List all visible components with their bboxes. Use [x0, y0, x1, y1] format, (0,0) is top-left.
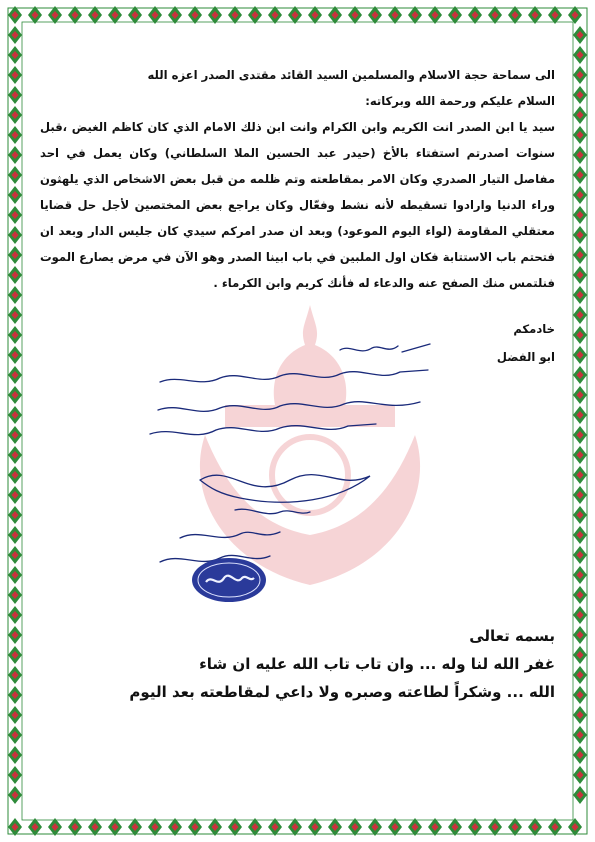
border-motif — [68, 6, 82, 24]
border-motif — [8, 446, 22, 464]
border-motif — [488, 818, 502, 836]
border-motif — [573, 666, 587, 684]
border-motif — [573, 526, 587, 544]
border-motif — [573, 306, 587, 324]
border-motif — [8, 586, 22, 604]
border-motif — [573, 686, 587, 704]
border-motif — [573, 706, 587, 724]
border-motif — [528, 6, 542, 24]
border-motif — [573, 386, 587, 404]
border-motif — [8, 666, 22, 684]
border-motif — [348, 6, 362, 24]
border-motif — [573, 566, 587, 584]
border-motif — [8, 26, 22, 44]
border-motif — [268, 818, 282, 836]
border-motif — [188, 6, 202, 24]
reply-line-1: غفر الله لنا وله ... وان تاب تاب الله عليه ان شاء — [199, 655, 555, 673]
border-motif — [573, 166, 587, 184]
border-motif — [128, 6, 142, 24]
border-motif — [288, 818, 302, 836]
border-motif — [573, 766, 587, 784]
border-motif — [8, 386, 22, 404]
border-motif — [368, 818, 382, 836]
border-motif — [8, 366, 22, 384]
border-motif — [168, 818, 182, 836]
border-motif — [348, 818, 362, 836]
border-motif — [188, 818, 202, 836]
border-motif — [248, 6, 262, 24]
reply-heading: بسمه تعالى — [469, 627, 555, 645]
letter-salutation: الى سماحة حجة الاسلام والمسلمين السيد القائد مقتدى الصدر اعزه الله — [147, 68, 555, 82]
border-motif — [8, 286, 22, 304]
border-motif — [8, 246, 22, 264]
border-motif — [88, 6, 102, 24]
border-motif — [208, 6, 222, 24]
border-motif — [573, 86, 587, 104]
border-motif — [8, 146, 22, 164]
border-motif — [8, 486, 22, 504]
border-motif — [168, 6, 182, 24]
border-motif — [573, 586, 587, 604]
border-motif — [228, 818, 242, 836]
border-motif — [328, 6, 342, 24]
border-motif — [208, 818, 222, 836]
letter-paragraph: سيد يا ابن الصدر انت الكريم وابن الكرام وانت ابن ذلك الامام الذي كان كاظم الغيض ،قبل سنوات اصدرتم استفتاء بالأخ (حيدر عبد الحسين الملا السلطاني) وكان يعمل في احد مفاصل التيار الصدري وكان الامر بمقاطعته وتم ظلمه من قبل بعض الاشخاص الذي يلهثون وراء الدنيا وارادوا تسقيطه لأنه نشط وفعّال وكان يراجع بعض المختصين لأجل حل قضايا معتقلي المقاومة (لواء اليوم الموعود) وبعد ان صدر امركم سيدي كان جليس الدار وبعد ان فتحتم باب الاستتابة فكان اول الملبين في باب ابينا الصدر وهو الآن في مرض يصارع الموت فنلتمس منك الصفح عنه والدعاء له فأنك كريم وابن الكرماء . — [40, 120, 555, 290]
letter-greeting: السلام عليكم ورحمة الله وبركاته: — [365, 94, 555, 108]
border-motif — [8, 466, 22, 484]
border-motif — [573, 266, 587, 284]
border-motif — [8, 306, 22, 324]
border-motif — [328, 818, 342, 836]
border-motif — [448, 6, 462, 24]
reply-transcription — [40, 622, 555, 706]
border-motif — [573, 146, 587, 164]
border-motif — [573, 786, 587, 804]
border-motif — [428, 818, 442, 836]
border-motif — [573, 106, 587, 124]
border-motif — [68, 818, 82, 836]
border-motif — [8, 6, 22, 24]
border-motif — [8, 166, 22, 184]
border-motif — [288, 6, 302, 24]
border-motif — [8, 726, 22, 744]
border-motif — [8, 406, 22, 424]
border-motif — [573, 26, 587, 44]
handwritten-reply — [140, 330, 440, 610]
border-motif — [8, 606, 22, 624]
border-motif — [573, 226, 587, 244]
border-motif — [573, 326, 587, 344]
seal-stamp — [190, 556, 268, 604]
border-motif — [8, 46, 22, 64]
border-motif — [8, 706, 22, 724]
border-motif — [573, 426, 587, 444]
border-motif — [88, 818, 102, 836]
border-motif — [8, 326, 22, 344]
border-motif — [8, 818, 22, 836]
border-motif — [148, 818, 162, 836]
border-motif — [573, 366, 587, 384]
border-motif — [28, 6, 42, 24]
border-motif — [8, 506, 22, 524]
letter-body — [40, 62, 555, 296]
border-motif — [468, 6, 482, 24]
border-motif — [408, 818, 422, 836]
border-motif — [128, 818, 142, 836]
border-motif — [548, 818, 562, 836]
border-motif — [8, 66, 22, 84]
border-motif — [568, 818, 582, 836]
border-motif — [573, 246, 587, 264]
border-motif — [428, 6, 442, 24]
border-motif — [8, 746, 22, 764]
border-motif — [8, 566, 22, 584]
border-motif — [573, 186, 587, 204]
border-motif — [8, 106, 22, 124]
border-motif — [308, 818, 322, 836]
border-motif — [573, 406, 587, 424]
border-motif — [573, 646, 587, 664]
border-motif — [573, 606, 587, 624]
border-motif — [368, 6, 382, 24]
border-motif — [573, 286, 587, 304]
border-motif — [468, 818, 482, 836]
border-motif — [8, 646, 22, 664]
border-motif — [8, 206, 22, 224]
border-motif — [48, 6, 62, 24]
border-motif — [8, 426, 22, 444]
border-motif — [8, 226, 22, 244]
border-motif — [508, 818, 522, 836]
border-motif — [448, 818, 462, 836]
border-motif — [108, 6, 122, 24]
border-motif — [48, 818, 62, 836]
border-motif — [8, 346, 22, 364]
border-motif — [573, 626, 587, 644]
border-motif — [573, 466, 587, 484]
border-motif — [508, 6, 522, 24]
border-motif — [148, 6, 162, 24]
border-motif — [8, 626, 22, 644]
closing-name: ابو الفضل — [496, 350, 555, 364]
closing-servant: خادمكم — [513, 322, 555, 336]
border-motif — [28, 818, 42, 836]
border-motif — [568, 6, 582, 24]
border-motif — [548, 6, 562, 24]
border-motif — [573, 506, 587, 524]
border-motif — [8, 686, 22, 704]
border-motif — [488, 6, 502, 24]
border-motif — [8, 786, 22, 804]
border-motif — [573, 66, 587, 84]
border-motif — [573, 726, 587, 744]
border-motif — [228, 6, 242, 24]
border-motif — [408, 6, 422, 24]
border-motif — [573, 746, 587, 764]
reply-line-2: الله ... وشكراً لطاعته وصبره ولا داعي لمقاطعته بعد اليوم — [129, 683, 555, 701]
border-motif — [8, 126, 22, 144]
border-motif — [8, 266, 22, 284]
border-motif — [8, 546, 22, 564]
border-motif — [8, 86, 22, 104]
border-motif — [573, 126, 587, 144]
border-motif — [573, 346, 587, 364]
border-motif — [8, 766, 22, 784]
border-motif — [573, 486, 587, 504]
border-motif — [8, 526, 22, 544]
border-motif — [308, 6, 322, 24]
border-motif — [573, 46, 587, 64]
border-motif — [8, 186, 22, 204]
border-motif — [388, 818, 402, 836]
border-motif — [528, 818, 542, 836]
border-motif — [573, 446, 587, 464]
border-motif — [108, 818, 122, 836]
border-motif — [388, 6, 402, 24]
border-motif — [573, 546, 587, 564]
border-motif — [268, 6, 282, 24]
border-motif — [248, 818, 262, 836]
border-motif — [573, 206, 587, 224]
